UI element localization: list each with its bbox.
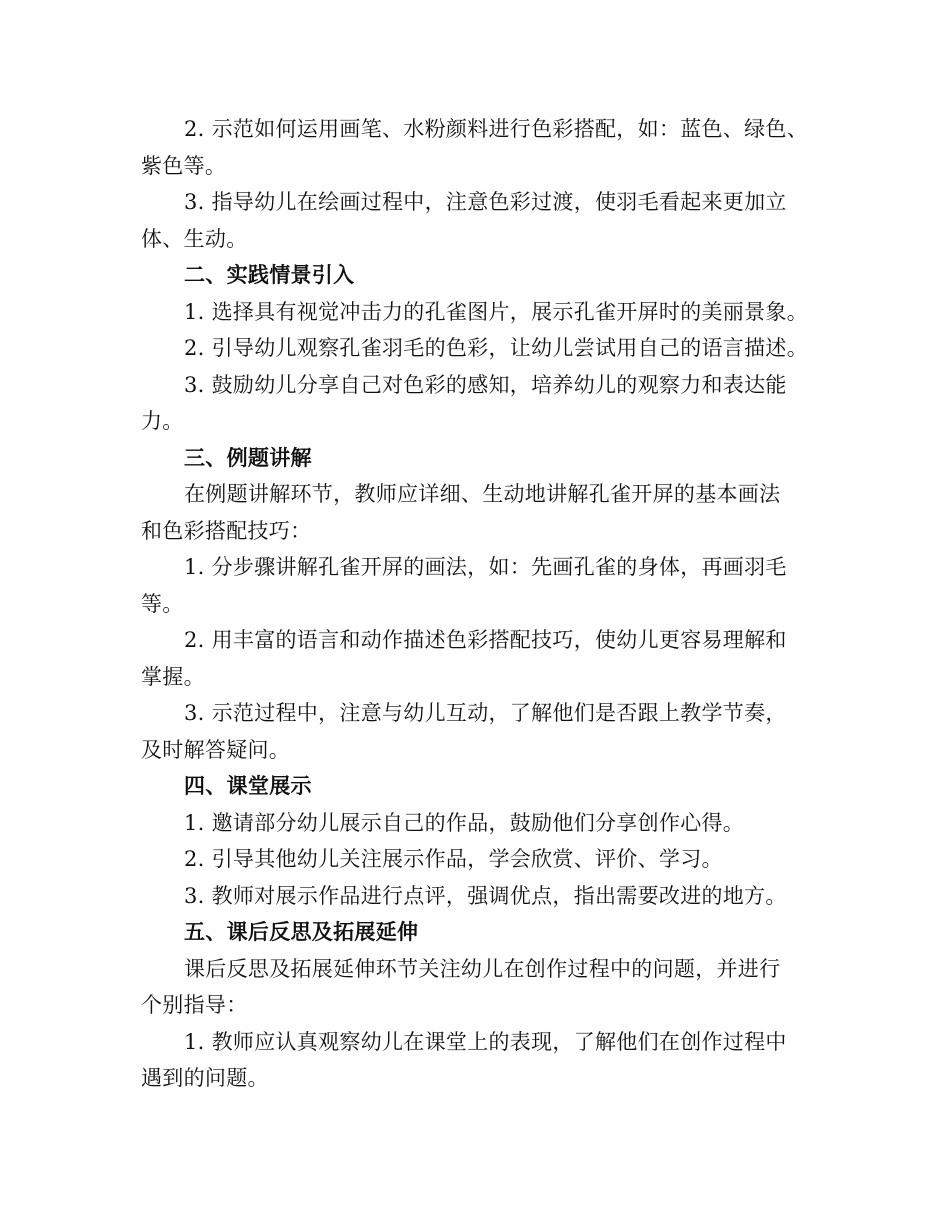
list-item-2-observe: 2. 引导幼儿观察孔雀羽毛的色彩，让幼儿尝试用自己的语言描述。 [184, 336, 809, 360]
list-item-2-appreciate: 2. 引导其他幼儿关注展示作品，学会欣赏、评价、学习。 [184, 847, 723, 871]
list-item-3-transition-cont: 体、生动。 [141, 226, 248, 251]
list-item-3-transition: 3. 指导幼儿在绘画过程中，注意色彩过渡，使羽毛看起来更加立 [184, 190, 787, 214]
paragraph-example-intro-cont: 和色彩搭配技巧： [141, 518, 312, 543]
list-item-2-language-cont: 掌握。 [141, 664, 205, 689]
list-item-1-observe-class: 1. 教师应认真观察幼儿在课堂上的表现，了解他们在创作过程中 [184, 1029, 787, 1054]
paragraph-example-intro: 在例题讲解环节，教师应详细、生动地讲解孔雀开屏的基本画法 [184, 482, 781, 506]
section-heading-3: 三、例题讲解 [184, 444, 312, 470]
list-item-2-language: 2. 用丰富的语言和动作描述色彩搭配技巧，使幼儿更容易理解和 [184, 628, 787, 652]
list-item-2-colors-cont: 紫色等。 [141, 153, 227, 178]
list-item-3-share: 3. 鼓励幼儿分享自己对色彩的感知，培养幼儿的观察力和表达能 [184, 372, 787, 397]
list-item-1-invite: 1. 邀请部分幼儿展示自己的作品，鼓励他们分享创作心得。 [184, 810, 745, 835]
paragraph-reflection-intro-cont: 个别指导： [141, 993, 248, 1017]
list-item-1-steps: 1. 分步骤讲解孔雀开屏的画法，如：先画孔雀的身体，再画羽毛 [184, 555, 787, 579]
list-item-1-steps-cont: 等。 [141, 591, 184, 616]
list-item-2-colors: 2. 示范如何运用画笔、水粉颜料进行色彩搭配，如：蓝色、绿色、 [184, 117, 809, 141]
list-item-3-interact: 3. 示范过程中，注意与幼儿互动，了解他们是否跟上教学节奏， [184, 701, 787, 725]
list-item-3-interact-cont: 及时解答疑问。 [141, 737, 291, 762]
paragraph-reflection-intro: 课后反思及拓展延伸环节关注幼儿在创作过程中的问题，并进行 [184, 956, 781, 981]
document-body [141, 111, 813, 1097]
list-item-1-observe-class-cont: 遇到的问题。 [141, 1066, 269, 1090]
list-item-1-picture: 1. 选择具有视觉冲击力的孔雀图片，展示孔雀开屏时的美丽景象。 [184, 299, 809, 324]
section-heading-2: 二、实践情景引入 [184, 262, 355, 287]
list-item-3-share-cont: 力。 [141, 409, 184, 433]
section-heading-5: 五、课后反思及拓展延伸 [184, 919, 419, 944]
section-heading-4: 四、课堂展示 [184, 773, 312, 798]
list-item-3-comment: 3. 教师对展示作品进行点评，强调优点，指出需要改进的地方。 [184, 883, 787, 908]
